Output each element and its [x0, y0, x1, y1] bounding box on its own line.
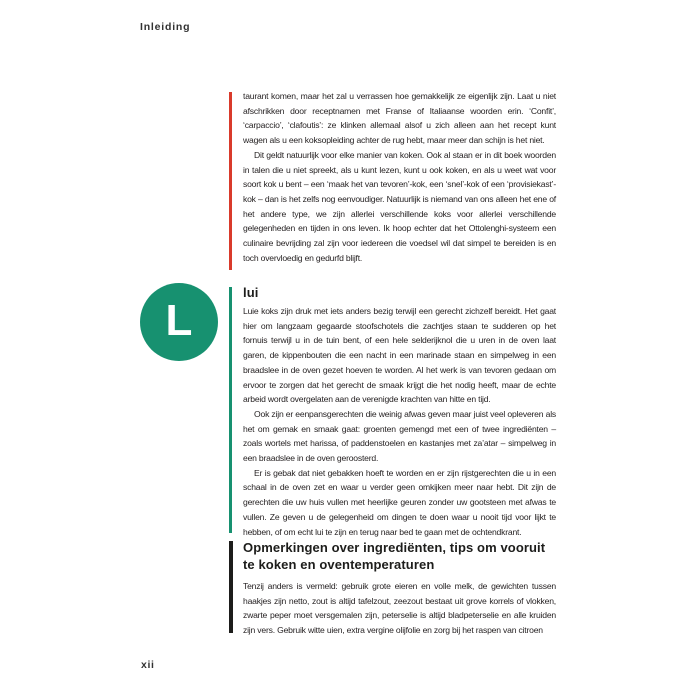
- lui-section: [243, 286, 556, 539]
- notes-accent-bar: [229, 541, 233, 633]
- section-letter-badge: [140, 283, 218, 361]
- lui-paragraph: Ook zijn er eenpansgerechten die weinig afwas geven maar juist veel opleveren als het om gemak en smaak gaat: groenten gemengd met een of twee ingrediënten – zoals wortels met harissa, of paddenstoelen en kastanjes met za’atar – simpelweg in een braadslee in de oven geroosterd.: [243, 408, 556, 464]
- lui-paragraph: Er is gebak dat niet gebakken hoeft te worden en er zijn rijstgerechten die u in een schaal in de oven zet en waar u verder geen omkijken meer naar hebt. Dit zijn de gerechten die uw huis vullen met heerlijke geuren zonder uw gootsteen met afwas te vullen. Ze geven u de gelegenheid om dingen te doen waar u nooit tijd voor lijkt te hebben, of om echt lui te zijn en terug naar bed te gaan met de ochtendkrant.: [243, 467, 556, 537]
- notes-section-heading: Opmerkingen over ingrediënten, tips om vooruit te koken en oventemperaturen: [243, 540, 546, 572]
- intro-text-block: [243, 89, 556, 265]
- intro-paragraph: taurant komen, maar het zal u verrassen hoe gemakkelijk ze eigenlijk zijn. Laat u niet afschrikken door receptnamen met Franse of Italiaanse woorden erin. ‘Confit’, ‘carpaccio’, ‘clafoutis’: ze klinken allemaal alsof u zich alleen aan het recept kunt wagen als u een koksopleiding achter de rug hebt, maar meer dan schijn is het niet.: [243, 91, 556, 146]
- page-number: xii: [141, 659, 155, 671]
- lui-accent-bar: [229, 287, 232, 533]
- notes-paragraph: Tenzij anders is vermeld: gebruik grote eieren en volle melk, de gewichten tussen haakjes zijn netto, zout is altijd tafelzout, zeezout bestaat uit grove korrels of vlokken, zwarte peper moet versgemalen zijn, peterselie is altijd bladpeterselie en alle kruiden zijn vers. Gebruik witte uien, extra vergine olijfolie en zorg bij het raspen van citroen: [243, 581, 556, 636]
- notes-section: [243, 539, 556, 638]
- lui-paragraph: Luie koks zijn druk met iets anders bezig terwijl een gerecht zichzelf bereidt. Het gaat hier om langzaam gegaarde stoofschotels die zachtjes staan te sudderen op het fornuis terwijl u in de tuin bent, of een hele selderijknol die u uren in de oven laat garen, de kippenbouten die een nacht in een marinade staan en simpelweg in een braadslee in de oven gezet hoeven te worden. Al het werk is van tevoren gedaan om ervoor te zorgen dat het gerecht de smaak krijgt die het nodig heeft, maar de echte arbeid wordt overgelaten aan de verenigde krachten van hitte en tijd.: [243, 306, 556, 405]
- running-head: Inleiding: [140, 21, 191, 33]
- intro-paragraph: Dit geldt natuurlijk voor elke manier van koken. Ook al staan er in dit boek woorden in talen die u niet spreekt, als u kunt lezen, kunt u ook koken, en als u weet wat voor soort kok u bent – een ‘maak het van tevoren’-kok, een ‘snel’-kok of een ‘provisiekast’-kok – dan is het zelfs nog eenvoudiger. Natuurlijk is niemand van ons alleen het ene of het andere type, we zijn allerlei verschillende koks voor allerlei verschillende gelegenheden en tijden in ons leven. Ik hoop echter dat het Ottolenghi-systeem een culinaire bevrijding zal zijn voor iedereen die voedsel wil dat simpel te bereiden is en toch overvloedig en gedurfd blijft.: [243, 149, 556, 263]
- badge-letter: L: [165, 296, 193, 345]
- intro-accent-bar: [229, 92, 232, 270]
- lui-section-heading: lui: [243, 285, 259, 300]
